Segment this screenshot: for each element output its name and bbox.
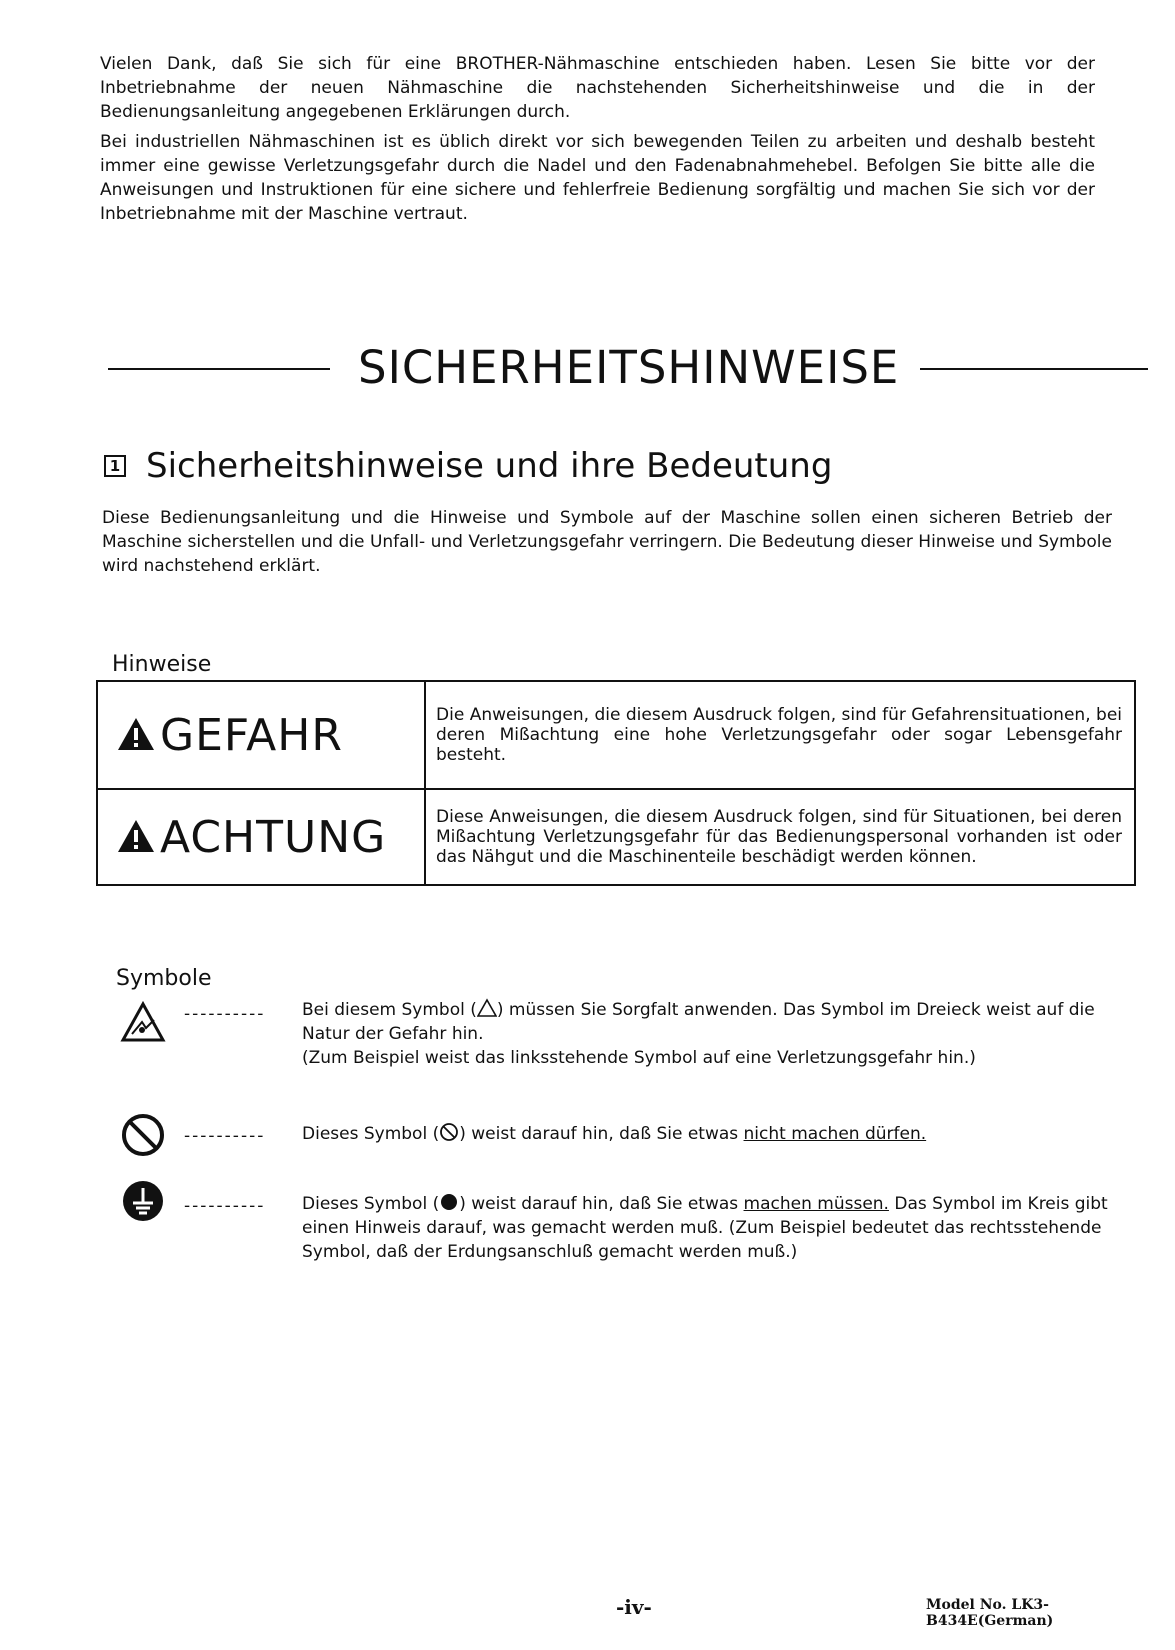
- mandatory-text: [302, 1192, 1140, 1264]
- prohibited-text-after: ) weist darauf hin, daß Sie etwas: [459, 1124, 744, 1144]
- warning-table: [96, 680, 1136, 886]
- warning-triangle-icon: [116, 716, 156, 752]
- mandatory-inline-icon: [439, 1192, 459, 1212]
- symbole-heading: Symbole: [116, 966, 212, 991]
- gefahr-label: GEFAHR: [160, 709, 343, 761]
- mandatory-leader-dash: ----------: [184, 1196, 266, 1216]
- mandatory-emphasis: machen müssen.: [743, 1194, 889, 1214]
- intro-paragraph-2: Bei industriellen Nähmaschinen ist es üblich direkt vor sich bewegenden Teilen zu arbeiten und deshalb besteht immer eine gewisse Verletzungsgefahr durch die Nadel und den Fadenabnahmehebel. Befolgen Sie bitte alle die Anweisungen und Instruktionen für eine sichere und fehlerfreie Bedienung sorgfältig und machen Sie sich vor der Inbetriebnahme mit der Maschine vertraut.: [100, 132, 1095, 224]
- intro-paragraph-1: Vielen Dank, daß Sie sich für eine BROTHER-Nähmaschine entschieden haben. Lesen Sie bitte vor der Inbetriebnahme der neuen Nähmaschine die nachstehenden Sicherheitshinweise und die in der Bedienungsanleitung angegebenen Erklärungen durch.: [100, 54, 1095, 122]
- gefahr-label-cell: [97, 681, 425, 789]
- prohibited-text-before: Dieses Symbol (: [302, 1124, 440, 1144]
- section-number: 1: [104, 455, 126, 477]
- prohibited-emphasis: nicht machen dürfen.: [743, 1124, 927, 1144]
- caution-text: [302, 998, 1140, 1070]
- gefahr-description: Die Anweisungen, die diesem Ausdruck folgen, sind für Gefahrensituationen, bei deren Mißachtung eine hohe Verletzungsgefahr oder sogar Lebensgefahr besteht.: [425, 681, 1135, 789]
- mandatory-text-before: Dieses Symbol (: [302, 1194, 440, 1214]
- mandatory-text-after: ) weist darauf hin, daß Sie etwas: [459, 1194, 744, 1214]
- section-description: Diese Bedienungsanleitung und die Hinweise und Symbole auf der Maschine sollen einen sicheren Betrieb der Maschine sicherstellen und die Unfall- und Verletzungsgefahr verringern. Die Bedeutung dieser Hinweise und Symbole wird nachstehend erklärt.: [102, 508, 1112, 576]
- grounding-mandatory-icon: [120, 1178, 166, 1224]
- prohibited-inline-icon: [439, 1122, 459, 1142]
- caution-example: (Zum Beispiel weist das linksstehende Symbol auf eine Verletzungsgefahr hin.): [302, 1048, 976, 1068]
- model-number: Model No. LK3-B434E(German): [926, 1597, 1054, 1629]
- prohibited-text: [302, 1122, 1140, 1146]
- hinweise-heading: Hinweise: [112, 652, 212, 677]
- section-heading: [104, 444, 832, 488]
- warning-row-achtung: [97, 789, 1135, 885]
- title-rule-left: [108, 368, 330, 370]
- prohibited-icon: [120, 1112, 166, 1158]
- injury-hazard-triangle-icon: [120, 1000, 166, 1046]
- mandatory-text-rest: Das Symbol im Kreis gibt einen Hinweis darauf, was gemacht werden muß. (Zum Beispiel bedeutet das rechtsstehende Symbol, daß der Erdungsanschluß gemacht werden muß.): [302, 1194, 1108, 1262]
- section-title: Sicherheitshinweise und ihre Bedeutung: [146, 446, 833, 486]
- page-title: SICHERHEITSHINWEISE: [358, 341, 900, 394]
- caution-text-after: ) müssen Sie Sorgfalt anwenden. Das Symbol im Dreieck weist auf die Natur der Gefahr hin.: [302, 1000, 1095, 1044]
- warning-row-gefahr: [97, 681, 1135, 789]
- caution-text-before: Bei diesem Symbol (: [302, 1000, 477, 1020]
- title-rule-right: [920, 368, 1148, 370]
- page-number: -iv-: [616, 1595, 652, 1619]
- warning-triangle-icon: [116, 818, 156, 854]
- achtung-label-cell: [97, 789, 425, 885]
- achtung-description: Diese Anweisungen, die diesem Ausdruck folgen, sind für Situationen, bei deren Mißachtung Verletzungsgefahr für das Bedienungspersonal vorhanden ist oder das Nähgut und die Maschinenteile beschädigt werden können.: [425, 789, 1135, 885]
- main-title-row: [108, 338, 1148, 398]
- caution-leader-dash: ----------: [184, 1004, 266, 1024]
- achtung-label: ACHTUNG: [160, 811, 387, 863]
- prohibited-leader-dash: ----------: [184, 1126, 266, 1146]
- caution-triangle-icon: [477, 998, 497, 1018]
